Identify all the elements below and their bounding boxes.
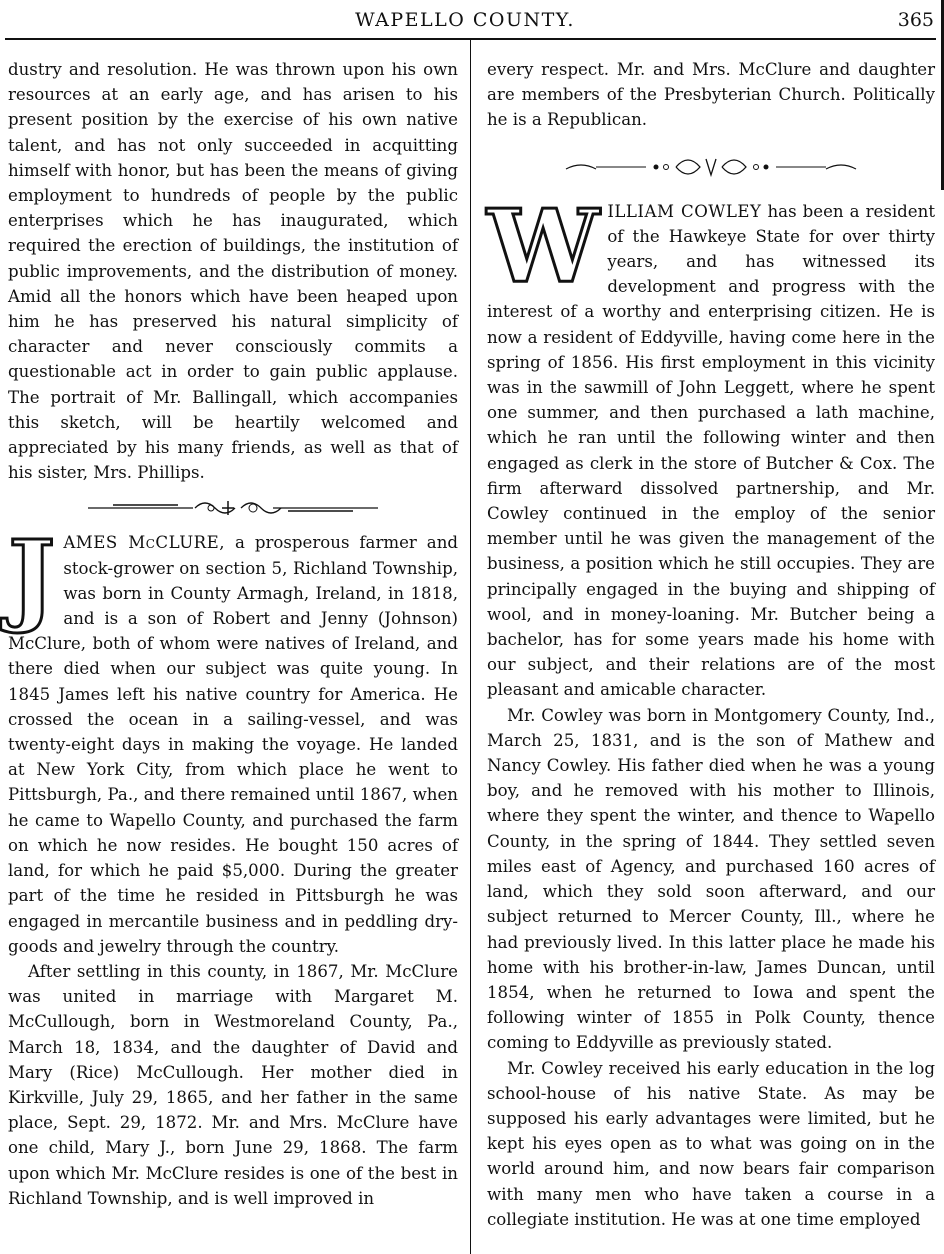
paragraph-cowley-education: Mr. Cowley received his early education in the log school-house of his native State. As may be supposed his early advantages were limited, but he kept his eyes open as to what was going on in the world around him, and now bears fair comparison with many men who have taken a course in a collegiate institution. He was at one time employed	[487, 1058, 935, 1229]
paragraph-mcclure-marriage: After settling in this county, in 1867, Mr. McClure was united in marriage with Margaret M. McCullough, born in Westmoreland County, Pa., March 18, 1834, and the daughter of David and Mary (Rice) McCullough. Her mother died in Kirkville, July 29, 1865, and her father in the same place, Sept. 29, 1872. Mr. and Mrs. McClure have one child, Mary J., born June 29, 1868. The farm upon which Mr. McClure resides is one of the best in Richland Township, and is well improved in	[8, 961, 458, 1208]
paragraph-cowley-intro	[487, 186, 935, 703]
scroll-ornament-divider	[8, 496, 458, 520]
subject-name-mcclure: AMES McCLURE,	[63, 533, 226, 553]
scroll-ornament-divider	[487, 155, 935, 179]
paragraph-ballingall-end: dustry and resolution. He was thrown upon his own resources at an early age, and has arisen to his present position by the exercise of his own native talent, and has not only succeeded in acquitting himself with honor, but has been the means of giving employment to hundreds of people by the public enterprises which he has inaugurated, which required the erection of buildings, the institution of public improvements, and the distribution of money. Amid all the honors which have been heaped upon him he has preserved his natural simplicity of character and never consciously commits a questionable act in order to gain public applause. The portrait of Mr. Ballingall, which accompanies this sketch, will be heartily welcomed and appreciated by his many friends, as well as that of his sister, Mrs. Phillips.	[8, 60, 458, 483]
right-column	[487, 57, 935, 1232]
paragraph-mcclure-intro	[8, 518, 459, 958]
drop-cap-j: J	[8, 518, 56, 637]
drop-cap-w: W	[487, 186, 600, 305]
scroll-ornament-icon	[83, 496, 383, 520]
cowley-intro-text: has been a resident of the Hawkeye State for over thirty years, and has witnessed its development and progress with the interest of a worthy and enterprising citizen. He is now a resident of Eddyville, having come here in the spring of 1856. His first employment in this vicinity was in the sawmill of John Leggett, where he spent one summer, and then purchased a lath machine, which he ran until the following winter and then engaged as clerk in the store of Butcher & Cox. The firm afterward dissolved partnership, and Mr. Cowley continued in the employ of the senior member until he was given the management of the business, a position which he still occupies. They are principally engaged in the buying and shipping of wool, and in money-loaning. Mr. Butcher being a bachelor, has for some years made his home with our subject, and their relations are of the most pleasant and amicable character.	[487, 201, 935, 700]
running-header-title: WAPELLO COUNTY.	[355, 9, 575, 31]
paragraph-cowley-birth: Mr. Cowley was born in Montgomery County, Ind., March 25, 1831, and is the son of Mathew and Nancy Cowley. His father died when he was a young boy, and he removed with his mother to Illinois, where they spent the winter, and thence to Wapello County, in the spring of 1844. They settled seven miles east of Agency, and purchased 160 acres of land, which they sold soon afterward, and our subject returned to Mercer County, Ill., where he had previously lived. In this latter place he made his home with his brother-in-law, James Duncan, until 1854, when he returned to Iowa and spent the following winter of 1855 in Polk County, thence coming to Eddyville as previously stated.	[487, 705, 935, 1053]
page-number: 365	[897, 9, 934, 31]
left-column	[8, 57, 458, 1211]
paragraph-mcclure-end: every respect. Mr. and Mrs. McClure and daughter are members of the Presbyterian Church. Politically he is a Republican.	[487, 60, 935, 130]
column-divider	[470, 40, 471, 1254]
scroll-ornament-icon	[561, 155, 861, 179]
mcclure-intro-text: a prosperous farmer and stock-grower on section 5, Richland Township, was born in County Armagh, Ireland, in 1818, and is a son of Robert and Jenny (Johnson) McClure, both of whom were natives of Ireland, and there died when our subject was quite young. In 1845 James left his native country for America. He crossed the ocean in a sailing-vessel, and was twenty-eight days in making the voyage. He landed at New York City, from which place he went to Pittsburgh, Pa., and there remained until 1867, when he came to Wapello County, and purchased the farm on which he now resides. He bought 150 acres of land, for which he paid $5,000. During the greater part of the time he resided in Pittsburgh he was engaged in mercantile business and in peddling dry-goods and jewelry through the country.	[8, 533, 459, 956]
subject-name-cowley: ILLIAM COWLEY	[607, 201, 762, 221]
